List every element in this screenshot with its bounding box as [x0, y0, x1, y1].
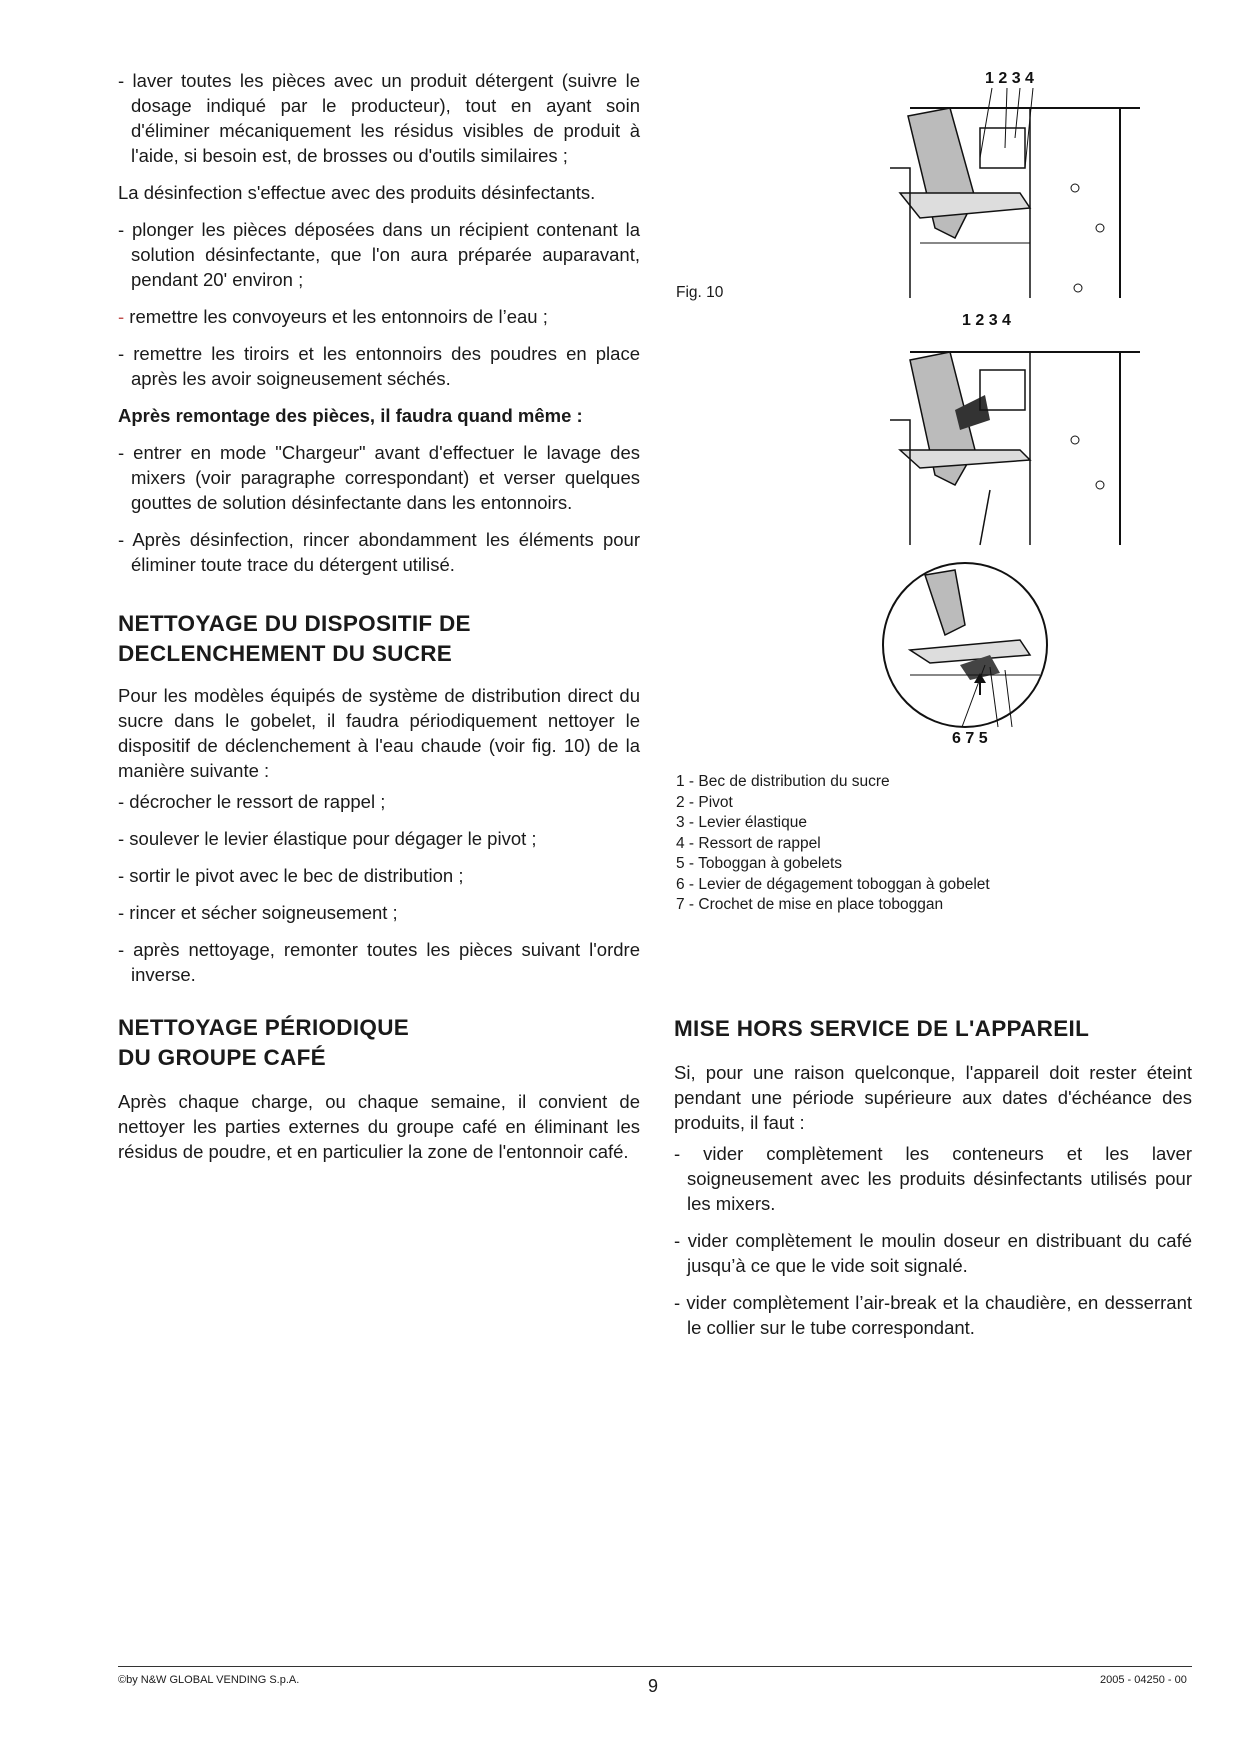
list-item: - rincer et sécher soigneusement ;	[118, 902, 398, 923]
figure-label: Fig. 10	[676, 284, 724, 301]
legend-item: 1 - Bec de distribution du sucre	[676, 773, 890, 790]
figure-10-detail-circle	[870, 555, 1060, 750]
legend-item: 5 - Toboggan à gobelets	[676, 855, 843, 872]
figure-10-middle-drawing	[880, 310, 1140, 550]
legend-item: 6 - Levier de dégagement toboggan à gobelet	[676, 875, 990, 893]
list-item: - vider complètement l’air-break et la chaudière, en desserrant le collier sur le tube correspondant.	[674, 1292, 1192, 1338]
footer-doc-code: 2005 - 04250 - 00	[1100, 1674, 1187, 1686]
list-item: - vider complètement les conteneurs et les laver soigneusement avec les produits désinfectants utilisés pour les mixers.	[674, 1143, 1192, 1214]
callout-numbers: 1 2 3 4	[962, 312, 1011, 329]
footer-rule	[118, 1666, 1192, 1667]
legend-item: 7 - Crochet de mise en place toboggan	[676, 896, 944, 913]
list-item: - remettre les tiroirs et les entonnoirs des poudres en place après les avoir soigneusement séchés.	[118, 343, 640, 389]
list-item: - plonger les pièces déposées dans un récipient contenant la solution désinfectante, que l'on aura préparée auparavant, pendant 20' environ ;	[118, 219, 640, 290]
section-heading-sucre	[118, 609, 640, 669]
heading-line: NETTOYAGE PÉRIODIQUE	[118, 1015, 410, 1040]
list-item: - vider complètement le moulin doseur en distribuant du café jusqu’à ce que le vide soit signalé.	[674, 1230, 1192, 1276]
list-item: - soulever le levier élastique pour dégager le pivot ;	[118, 828, 537, 849]
list-item: - Après désinfection, rincer abondamment les éléments pour éliminer toute trace du détergent utilisé.	[118, 529, 640, 575]
paragraph: Si, pour une raison quelconque, l'appareil doit rester éteint pendant une période supérieure aux dates d'échéance des produits, il faut :	[674, 1062, 1192, 1133]
legend-item: 2 - Pivot	[676, 793, 733, 811]
figure-legend	[676, 772, 990, 916]
list-item: - laver toutes les pièces avec un produit détergent (suivre le dosage indiqué par le producteur), tout en ayant soin d'éliminer mécaniquement les résidus visibles de produit à l'aide, si besoin est, de brosses ou d'outils similaires ;	[118, 70, 640, 166]
footer-copyright: ©by N&W GLOBAL VENDING S.p.A.	[118, 1674, 300, 1686]
list-item: - décrocher le ressort de rappel ;	[118, 791, 386, 812]
bold-note: Après remontage des pièces, il faudra quand même :	[118, 405, 583, 426]
section-heading-mise-hors-service: MISE HORS SERVICE DE L'APPAREIL	[674, 1016, 1090, 1041]
list-dash: -	[118, 306, 125, 327]
paragraph: La désinfection s'effectue avec des produits désinfectants.	[118, 182, 596, 203]
callout-numbers: 6 7 5	[952, 730, 988, 747]
list-item-text: remettre les convoyeurs et les entonnoirs de l’eau ;	[124, 306, 548, 327]
legend-item: 4 - Ressort de rappel	[676, 834, 821, 852]
paragraph: Pour les modèles équipés de système de distribution direct du sucre dans le gobelet, il faudra périodiquement nettoyer le dispositif de déclenchement à l'eau chaude (voir fig. 10) de la manière suivante :	[118, 685, 640, 781]
paragraph: Après chaque charge, ou chaque semaine, il convient de nettoyer les parties externes du groupe café en éliminant les résidus de poudre, et en particulier la zone de l'entonnoir café.	[118, 1091, 640, 1162]
section-heading-cafe	[118, 1013, 640, 1073]
heading-line: NETTOYAGE DU DISPOSITIF DE	[118, 611, 471, 636]
list-item: - sortir le pivot avec le bec de distribution ;	[118, 865, 464, 886]
figure-10-top-drawing	[880, 68, 1140, 308]
page-number: 9	[648, 1676, 659, 1696]
callout-numbers: 1 2 3 4	[985, 70, 1034, 87]
left-column	[118, 68, 640, 1176]
list-item: - après nettoyage, remonter toutes les pièces suivant l'ordre inverse.	[118, 939, 640, 985]
list-item: - entrer en mode "Chargeur" avant d'effectuer le lavage des mixers (voir paragraphe correspondant) et verser quelques gouttes de solution désinfectante dans les entonnoirs.	[118, 442, 640, 513]
legend-item: 3 - Levier élastique	[676, 814, 807, 831]
heading-line: DU GROUPE CAFÉ	[118, 1045, 326, 1070]
list-item	[118, 304, 640, 329]
heading-line: DECLENCHEMENT DU SUCRE	[118, 641, 453, 666]
right-column	[674, 1014, 1192, 1352]
